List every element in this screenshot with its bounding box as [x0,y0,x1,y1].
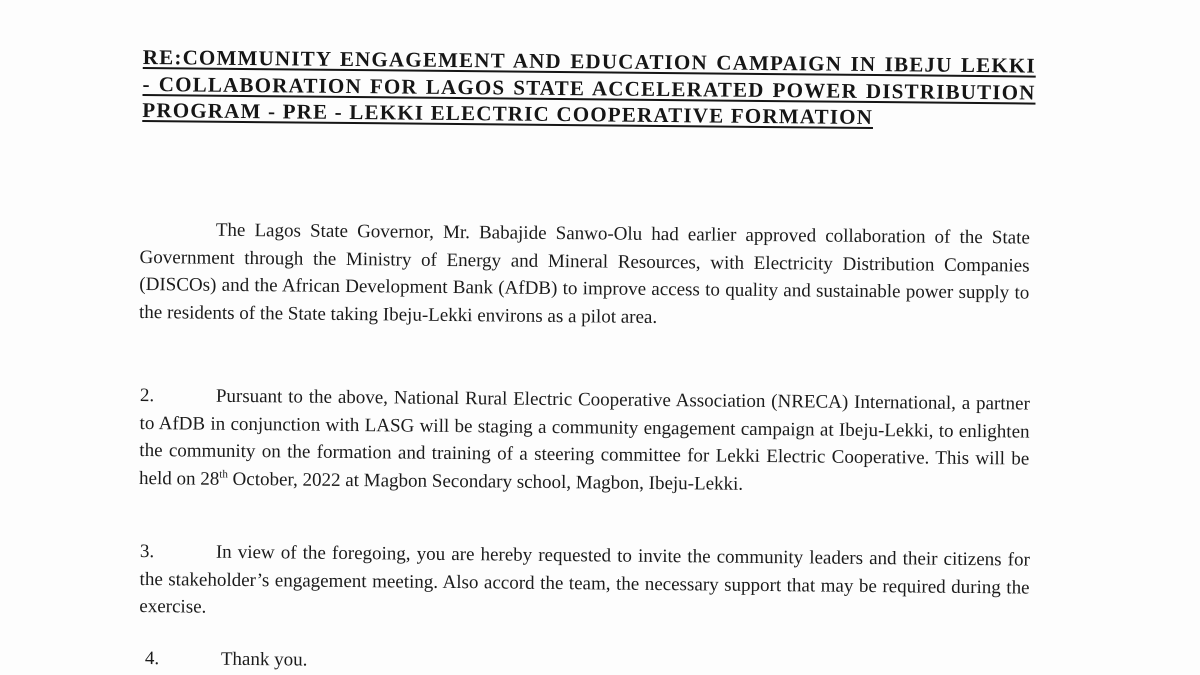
paragraph-2-number: 2. [139,384,155,407]
paragraph-3 [139,538,1030,629]
paragraph-4-number: 4. [144,647,160,670]
paragraph-3-number: 3. [139,540,155,563]
paragraph-2-text-end: October, 2022 at Magbon Secondary school, Magbon, Ibeju-Lekki. [227,468,744,495]
paragraph-1-text: The Lagos State Governor, Mr. Babajide Sanwo-Olu had earlier approved collaboration of the State Government through the Ministry of Energy and Mineral Resources, with Electricity Distribution Companies (DISCOs) and the African Development Bank (AfDB) to improve access to quality and sustainable power supply to the residents of the State taking Ibeju-Lekki environs as a pilot area. [138,219,1030,328]
ordinal-suffix: th [219,467,228,481]
subject-heading [142,44,1036,132]
paragraph-3-text: In view of the foregoing, you are hereby requested to invite the community leaders and their citizens for the stakeholder’s engagement meeting. Also accord the team, the necessary support that may be required during the exercise. [139,541,1030,618]
subject-text: RE:COMMUNITY ENGAGEMENT AND EDUCATION CAMPAIGN IN IBEJU LEKKI - COLLABORATION FOR LAGOS STATE ACCELERATED POWER DISTRIBUTION PROGRAM - PRE - LEKKI ELECTRIC COOPERATIVE FORMATION [142,44,1036,130]
paragraph-2-text: Pursuant to the above, National Rural Electric Cooperative Association (NRECA) International, a partner to AfDB in conjunction with LASG will be staging a community engagement campaign at Ibeju-Lekki, to enlighten the community on the formation and training of a steering committee for Lekki Electric Cooperative. This will be held on 28 [138,385,1030,490]
paragraph-1 [139,216,1030,335]
paragraph-2 [139,382,1030,501]
paragraph-4-text: Thank you. [220,648,308,671]
paragraph-4 [145,645,1035,675]
paragraph-indent [140,235,216,236]
